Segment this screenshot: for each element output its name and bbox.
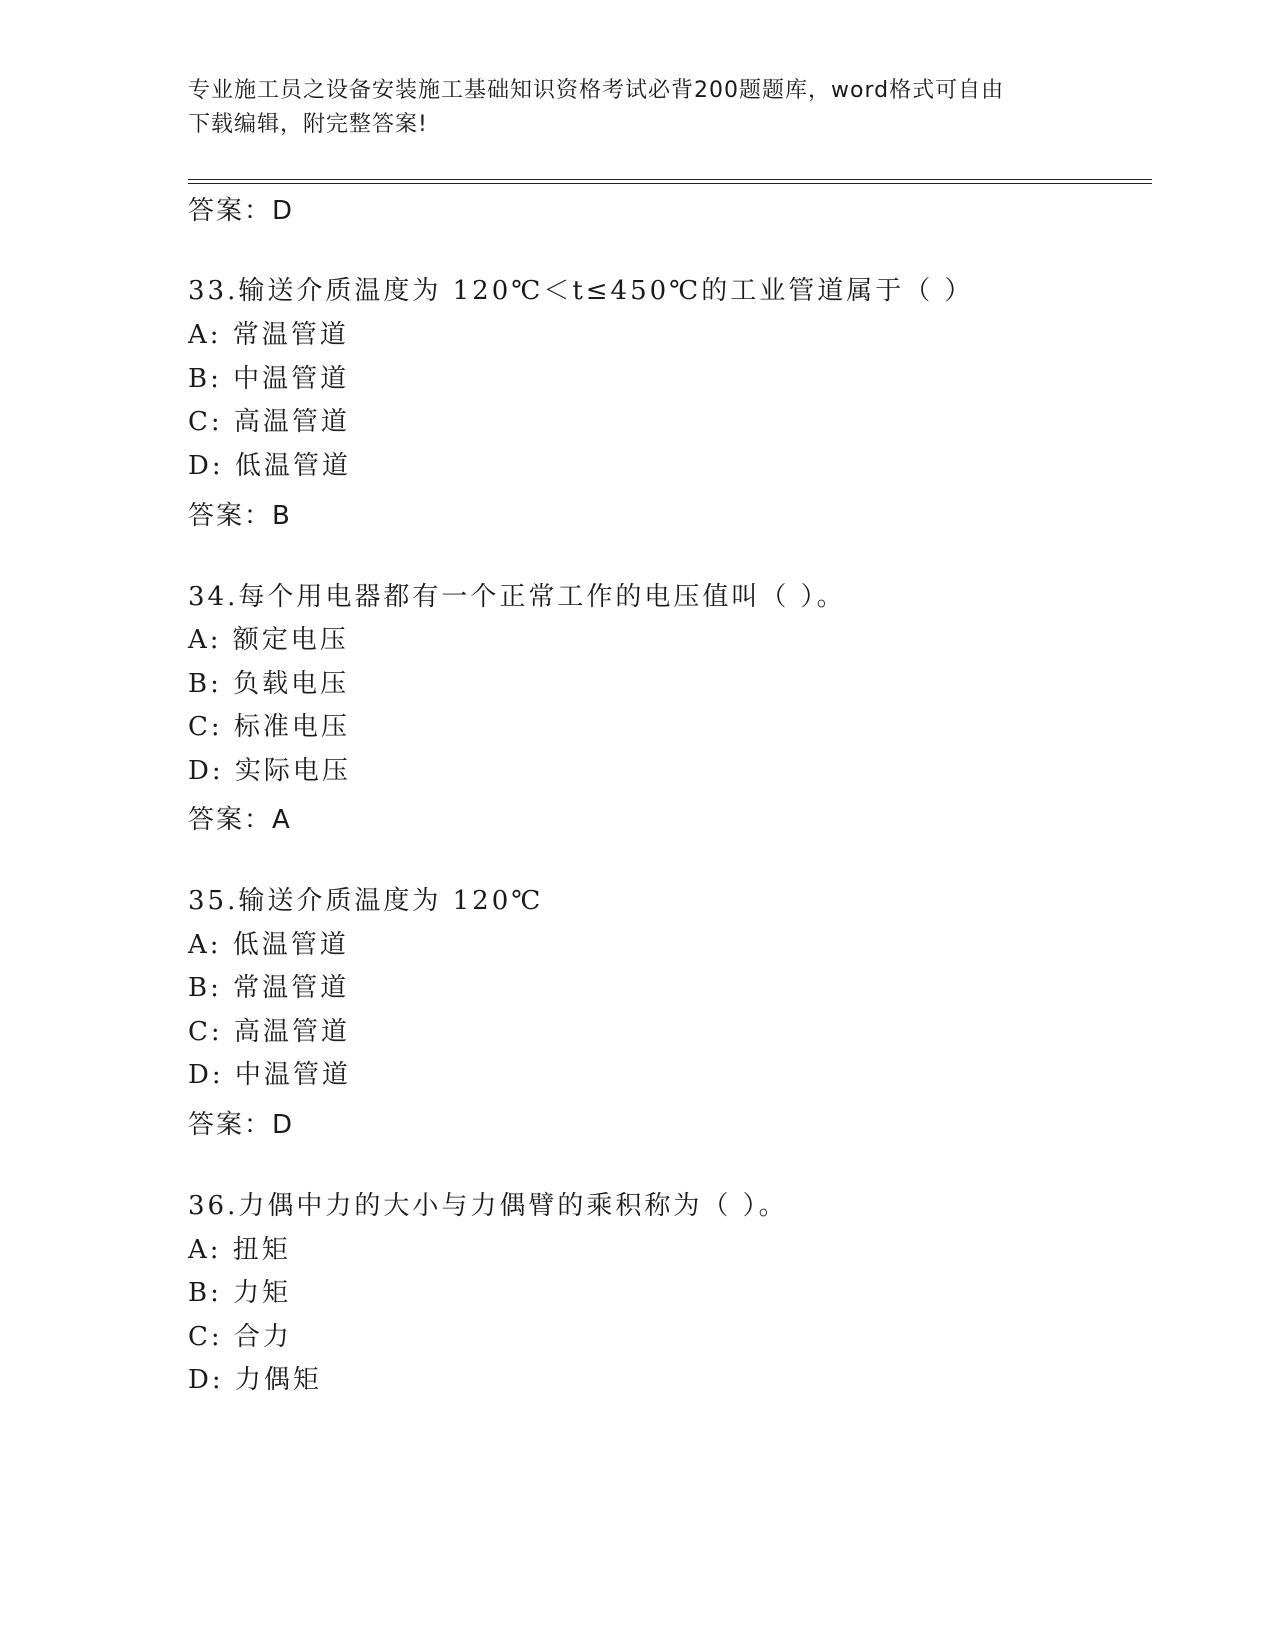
option-a: A: 扭矩 [188, 1235, 291, 1265]
option-d: D: 力偶矩 [188, 1365, 322, 1395]
option-d: D: 中温管道 [188, 1060, 351, 1090]
option-b: B: 常温管道 [188, 973, 350, 1003]
option-b: B: 中温管道 [188, 364, 350, 394]
option-c: C: 高温管道 [188, 407, 350, 437]
option-d: D: 低温管道 [188, 451, 351, 481]
question-stem: 33.输送介质温度为 120℃＜t≤450℃的工业管道属于（ ） [188, 276, 974, 306]
option-c: C: 标准电压 [188, 712, 350, 742]
header-title-line2: 下载编辑，附完整答案! [188, 112, 428, 137]
option-a: A: 额定电压 [188, 625, 349, 655]
question-stem: 36.力偶中力的大小与力偶臂的乘积称为（ ）。 [188, 1191, 788, 1221]
answer-label: 答案：D [188, 196, 295, 226]
option-b: B: 负载电压 [188, 669, 350, 699]
header-title-line1: 专业施工员之设备安装施工基础知识资格考试必背200题题库，word格式可自由 [188, 78, 1005, 103]
document-header [188, 74, 1088, 142]
option-d: D: 实际电压 [188, 756, 351, 786]
option-b: B: 力矩 [188, 1278, 292, 1308]
answer-label: 答案：B [188, 501, 292, 531]
option-a: A: 常温管道 [188, 320, 349, 350]
question-stem: 34.每个用电器都有一个正常工作的电压值叫（ ）。 [188, 582, 846, 612]
answer-label: 答案：A [188, 805, 292, 835]
option-c: C: 高温管道 [188, 1017, 350, 1047]
header-divider-top [188, 179, 1152, 180]
answer-label: 答案：D [188, 1110, 295, 1140]
question-stem: 35.输送介质温度为 120℃ [188, 886, 544, 916]
option-a: A: 低温管道 [188, 930, 349, 960]
header-divider-bottom [188, 183, 1152, 184]
option-c: C: 合力 [188, 1322, 292, 1352]
